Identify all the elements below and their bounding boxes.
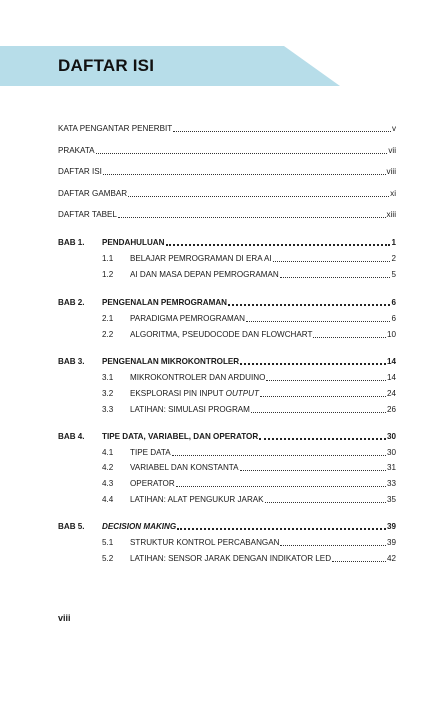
toc-entry-page: 39 <box>386 522 396 531</box>
dot-leader <box>260 396 386 397</box>
toc-section-2-2[interactable] <box>58 328 396 340</box>
chapter-title: PENGENALAN PEMROGRAMAN <box>102 298 228 307</box>
toc-entry-page: 2 <box>391 254 396 263</box>
dot-leader <box>176 486 386 487</box>
section-title: EKSPLORASI PIN INPUT <box>130 389 226 398</box>
dot-leader <box>96 153 388 154</box>
toc-entry-page: 39 <box>386 538 396 547</box>
section-title-italic: OUTPUT <box>225 389 259 398</box>
toc-entry-page: v <box>391 124 396 133</box>
toc-entry-page: 5 <box>391 270 396 279</box>
section-title: MIKROKONTROLER DAN ARDUINO <box>130 373 266 382</box>
section-number: 5.1 <box>102 538 114 547</box>
toc-entry-daftar-tabel[interactable] <box>58 208 396 220</box>
toc-entry-page: 14 <box>386 373 396 382</box>
dot-leader <box>273 261 391 262</box>
chapter-number: BAB 3. <box>58 357 85 366</box>
dot-leader <box>251 412 386 413</box>
section-number: 4.1 <box>102 448 114 457</box>
section-title: ALGORITMA, PSEUDOCODE DAN FLOWCHART <box>130 330 313 339</box>
dot-leader <box>177 528 386 530</box>
toc-entry-page: 14 <box>386 357 396 366</box>
toc-entry-page: 6 <box>391 314 396 323</box>
section-title: PARADIGMA PEMROGRAMAN <box>130 314 245 323</box>
toc-entry-page: 35 <box>386 495 396 504</box>
toc-entry-page: 33 <box>386 479 396 488</box>
toc-entry-page: vii <box>388 146 396 155</box>
toc-section-1-2[interactable] <box>58 268 396 280</box>
dot-leader <box>259 438 386 440</box>
page-title: DAFTAR ISI <box>58 56 155 75</box>
toc-entry-page: 42 <box>386 554 396 563</box>
toc-entry-prakata[interactable] <box>58 144 396 156</box>
section-number: 3.1 <box>102 373 114 382</box>
dot-leader <box>265 502 386 503</box>
chapter-number: BAB 5. <box>58 522 85 531</box>
toc-entry-page: 1 <box>391 238 396 247</box>
toc-entry-page: 24 <box>386 389 396 398</box>
toc-section-3-3[interactable] <box>58 403 396 415</box>
section-title: AI DAN MASA DEPAN PEMROGRAMAN <box>130 270 279 279</box>
toc-entry-label: PRAKATA <box>58 146 95 155</box>
toc-entry-page: viii <box>386 167 396 176</box>
toc-entry-label: DAFTAR ISI <box>58 167 102 176</box>
dot-leader <box>166 244 391 246</box>
section-number: 4.2 <box>102 463 114 472</box>
dot-leader <box>280 277 391 278</box>
toc-entry-kata-pengantar[interactable] <box>58 122 396 134</box>
toc-entry-daftar-gambar[interactable] <box>58 187 396 199</box>
dot-leader <box>172 455 386 456</box>
toc-chapter-2[interactable] <box>58 296 396 308</box>
section-number: 3.2 <box>102 389 114 398</box>
section-number: 4.3 <box>102 479 114 488</box>
chapter-number: BAB 1. <box>58 238 85 247</box>
chapter-title: PENDAHULUAN <box>102 238 165 247</box>
section-number: 2.1 <box>102 314 114 323</box>
chapter-title: DECISION MAKING <box>102 522 177 531</box>
toc-entry-label: KATA PENGANTAR PENERBIT <box>58 124 173 133</box>
dot-leader <box>240 470 386 471</box>
section-title: OPERATOR <box>130 479 175 488</box>
section-title: LATIHAN: SENSOR JARAK DENGAN INDIKATOR LED <box>130 554 332 563</box>
toc-entry-page: xi <box>390 189 396 198</box>
page-number: viii <box>58 613 71 623</box>
section-title: TIPE DATA <box>130 448 171 457</box>
toc-entry-page: 10 <box>386 330 396 339</box>
section-title: STRUKTUR KONTROL PERCABANGAN <box>130 538 280 547</box>
toc-section-4-4[interactable] <box>58 493 396 505</box>
toc-chapter-5[interactable] <box>58 520 396 532</box>
toc-section-4-2[interactable] <box>58 461 396 473</box>
section-number: 1.2 <box>102 270 114 279</box>
chapter-number: BAB 4. <box>58 432 85 441</box>
dot-leader <box>266 380 386 381</box>
dot-leader <box>313 337 386 338</box>
toc-section-4-3[interactable] <box>58 477 396 489</box>
toc-entry-page: 26 <box>386 405 396 414</box>
toc-entry-page: 6 <box>391 298 396 307</box>
dot-leader <box>332 561 386 562</box>
toc-section-4-1[interactable] <box>58 446 396 458</box>
toc-entry-page: 30 <box>386 448 396 457</box>
title-banner <box>0 46 340 86</box>
section-number: 4.4 <box>102 495 114 504</box>
chapter-number: BAB 2. <box>58 298 85 307</box>
toc-section-1-1[interactable] <box>58 252 396 264</box>
toc-entry-page: xiii <box>386 210 396 219</box>
toc-entry-page: 30 <box>386 432 396 441</box>
section-number: 2.2 <box>102 330 114 339</box>
section-number: 3.3 <box>102 405 114 414</box>
toc-chapter-4[interactable] <box>58 430 396 442</box>
toc-entry-label: DAFTAR GAMBAR <box>58 189 128 198</box>
dot-leader <box>103 174 386 175</box>
section-title: LATIHAN: ALAT PENGUKUR JARAK <box>130 495 264 504</box>
toc-section-3-2[interactable] <box>58 387 396 399</box>
section-number: 5.2 <box>102 554 114 563</box>
toc-section-3-1[interactable] <box>58 371 396 383</box>
section-title: VARIABEL DAN KONSTANTA <box>130 463 239 472</box>
toc-chapter-1[interactable] <box>58 236 396 248</box>
toc-section-5-2[interactable] <box>58 552 396 564</box>
dot-leader <box>246 321 391 322</box>
chapter-title: TIPE DATA, VARIABEL, DAN OPERATOR <box>102 432 259 441</box>
toc-chapter-3[interactable] <box>58 355 396 367</box>
section-title: BELAJAR PEMROGRAMAN DI ERA AI <box>130 254 272 263</box>
section-title: LATIHAN: SIMULASI PROGRAM <box>130 405 250 414</box>
chapter-title: PENGENALAN MIKROKONTROLER <box>102 357 240 366</box>
toc-section-5-1[interactable] <box>58 536 396 548</box>
toc-entry-label: DAFTAR TABEL <box>58 210 117 219</box>
toc-section-2-1[interactable] <box>58 312 396 324</box>
toc-entry-page: 31 <box>386 463 396 472</box>
dot-leader <box>280 545 386 546</box>
toc-entry-daftar-isi[interactable] <box>58 165 396 177</box>
dot-leader <box>240 363 386 365</box>
dot-leader <box>128 196 389 197</box>
dot-leader <box>228 304 390 306</box>
dot-leader <box>173 131 391 132</box>
dot-leader <box>118 217 386 218</box>
section-number: 1.1 <box>102 254 114 263</box>
